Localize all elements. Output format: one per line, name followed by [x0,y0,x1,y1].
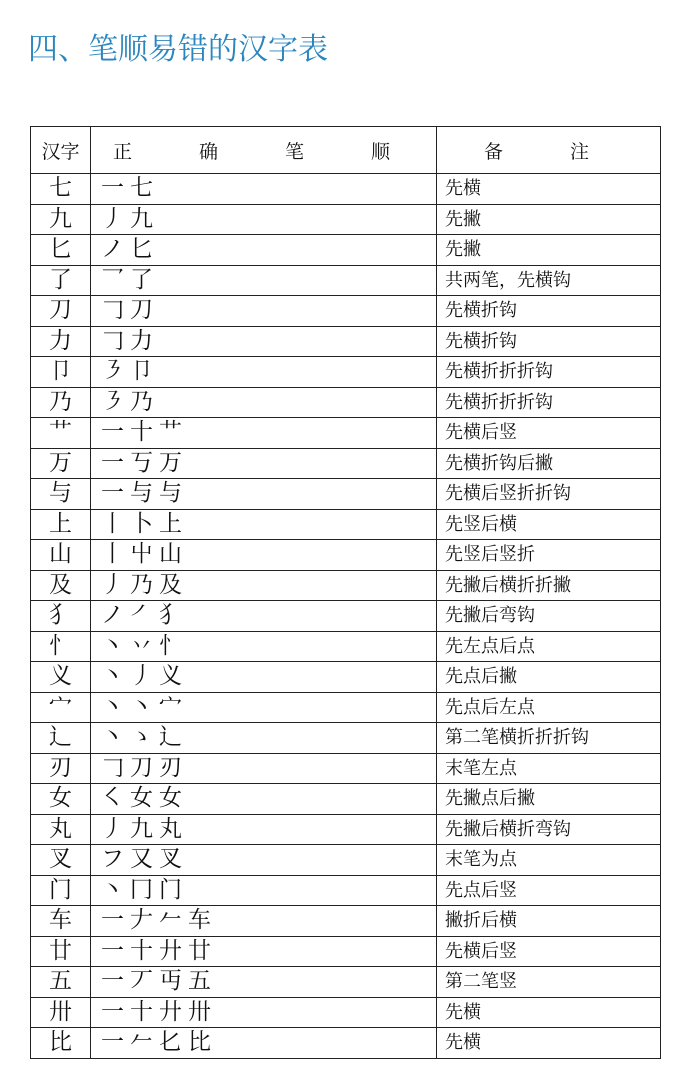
cell-char: 七 [31,174,91,205]
table-row [31,631,661,662]
cell-char: 宀 [31,692,91,723]
cell-char: 艹 [31,418,91,449]
cell-note: 末笔左点 [437,753,661,784]
cell-stroke-order: 丨屮山 [91,540,437,571]
cell-char: 辶 [31,723,91,754]
cell-char: 万 [31,448,91,479]
cell-note: 先撇 [437,235,661,266]
cell-stroke-order: 一与与 [91,479,437,510]
cell-note: 先横 [437,174,661,205]
cell-note: 末笔为点 [437,845,661,876]
cell-stroke-order: 丨卜上 [91,509,437,540]
cell-char: 力 [31,326,91,357]
cell-char: 卅 [31,997,91,1028]
table-row [31,296,661,327]
table-row [31,692,661,723]
cell-char: 九 [31,204,91,235]
table-row [31,753,661,784]
cell-note: 先横后竖 [437,936,661,967]
cell-stroke-order: 一七 [91,174,437,205]
table-row [31,601,661,632]
cell-char: 及 [31,570,91,601]
cell-stroke-order: 丿九丸 [91,814,437,845]
cell-char: 门 [31,875,91,906]
cell-note: 先横后竖 [437,418,661,449]
cell-stroke-order: 𠃌刀刃 [91,753,437,784]
cell-char: 匕 [31,235,91,266]
cell-stroke-order: 丶丿义 [91,662,437,693]
cell-note: 先横折钩 [437,296,661,327]
table-row [31,265,661,296]
cell-char: 忄 [31,631,91,662]
table-header-row [31,127,661,174]
table-row [31,784,661,815]
cell-note: 先撇后横折弯钩 [437,814,661,845]
cell-note: 先撇后横折折撇 [437,570,661,601]
cell-stroke-order: 一十廾廿 [91,936,437,967]
table-row [31,906,661,937]
table-row [31,174,661,205]
table-row [31,997,661,1028]
cell-note: 先左点后点 [437,631,661,662]
table-row [31,1028,661,1059]
table-header [31,127,661,174]
cell-char: 义 [31,662,91,693]
cell-char: 了 [31,265,91,296]
cell-note: 先撇 [437,204,661,235]
cell-note: 第二笔竖 [437,967,661,998]
cell-note: 先撇后弯钩 [437,601,661,632]
cell-stroke-order: 丿九 [91,204,437,235]
cell-stroke-order: フ又叉 [91,845,437,876]
table-row [31,448,661,479]
table-row [31,662,661,693]
cell-note: 先横后竖折折钩 [437,479,661,510]
cell-stroke-order: 一十艹 [91,418,437,449]
cell-stroke-order: 丶丷忄 [91,631,437,662]
cell-note: 先横折钩后撇 [437,448,661,479]
table-row [31,357,661,388]
cell-char: 丸 [31,814,91,845]
cell-stroke-order: 乛了 [91,265,437,296]
cell-note: 第二笔横折折折钩 [437,723,661,754]
cell-char: 刀 [31,296,91,327]
table-row [31,814,661,845]
cell-stroke-order: 一丆丏五 [91,967,437,998]
header-stroke-order: 正 确 笔 顺 [91,127,437,174]
table-row [31,967,661,998]
stroke-order-table [30,126,661,1059]
cell-note: 先点后竖 [437,875,661,906]
cell-note: 先撇点后撇 [437,784,661,815]
table-row [31,570,661,601]
cell-note: 先横 [437,997,661,1028]
cell-char: 比 [31,1028,91,1059]
cell-char: 与 [31,479,91,510]
cell-char: 廿 [31,936,91,967]
table-row [31,509,661,540]
table-row [31,723,661,754]
cell-char: 山 [31,540,91,571]
cell-stroke-order: 一丂万 [91,448,437,479]
table-row [31,235,661,266]
cell-char: 上 [31,509,91,540]
cell-char: 五 [31,967,91,998]
cell-char: 卩 [31,357,91,388]
cell-char: 女 [31,784,91,815]
cell-note: 先竖后横 [437,509,661,540]
table-row [31,540,661,571]
cell-note: 先横折折折钩 [437,357,661,388]
table-row [31,875,661,906]
cell-stroke-order: 𠃌刀 [91,296,437,327]
cell-stroke-order: 一十廾卅 [91,997,437,1028]
cell-note: 共两笔，先横钩 [437,265,661,296]
cell-stroke-order: 丿乃及 [91,570,437,601]
cell-stroke-order: 丶冂门 [91,875,437,906]
cell-char: 犭 [31,601,91,632]
cell-stroke-order: 一𠂉𠤎比 [91,1028,437,1059]
cell-stroke-order: ㇋乃 [91,387,437,418]
cell-note: 先竖后竖折 [437,540,661,571]
cell-stroke-order: 一𠂇𠂉车 [91,906,437,937]
cell-note: 先横 [437,1028,661,1059]
cell-note: 先点后左点 [437,692,661,723]
cell-char: 车 [31,906,91,937]
cell-stroke-order: ノ匕 [91,235,437,266]
table-row [31,479,661,510]
cell-stroke-order: 丶丶宀 [91,692,437,723]
header-note: 备 注 [437,127,661,174]
page-title: 四、笔顺易错的汉字表 [28,32,328,67]
cell-stroke-order: 𠃌力 [91,326,437,357]
cell-stroke-order: ノ㇒犭 [91,601,437,632]
cell-note: 先横折钩 [437,326,661,357]
cell-char: 刃 [31,753,91,784]
cell-note: 先横折折折钩 [437,387,661,418]
cell-note: 先点后撇 [437,662,661,693]
header-char: 汉字 [31,127,91,174]
cell-stroke-order: ㇛女女 [91,784,437,815]
cell-stroke-order: ㇋卩 [91,357,437,388]
table-row [31,326,661,357]
cell-char: 乃 [31,387,91,418]
table-body [31,174,661,1059]
cell-char: 叉 [31,845,91,876]
table-row [31,845,661,876]
table-row [31,387,661,418]
table-row [31,204,661,235]
cell-stroke-order: 丶ゝ辶 [91,723,437,754]
table-row [31,418,661,449]
table-row [31,936,661,967]
cell-note: 撇折后横 [437,906,661,937]
